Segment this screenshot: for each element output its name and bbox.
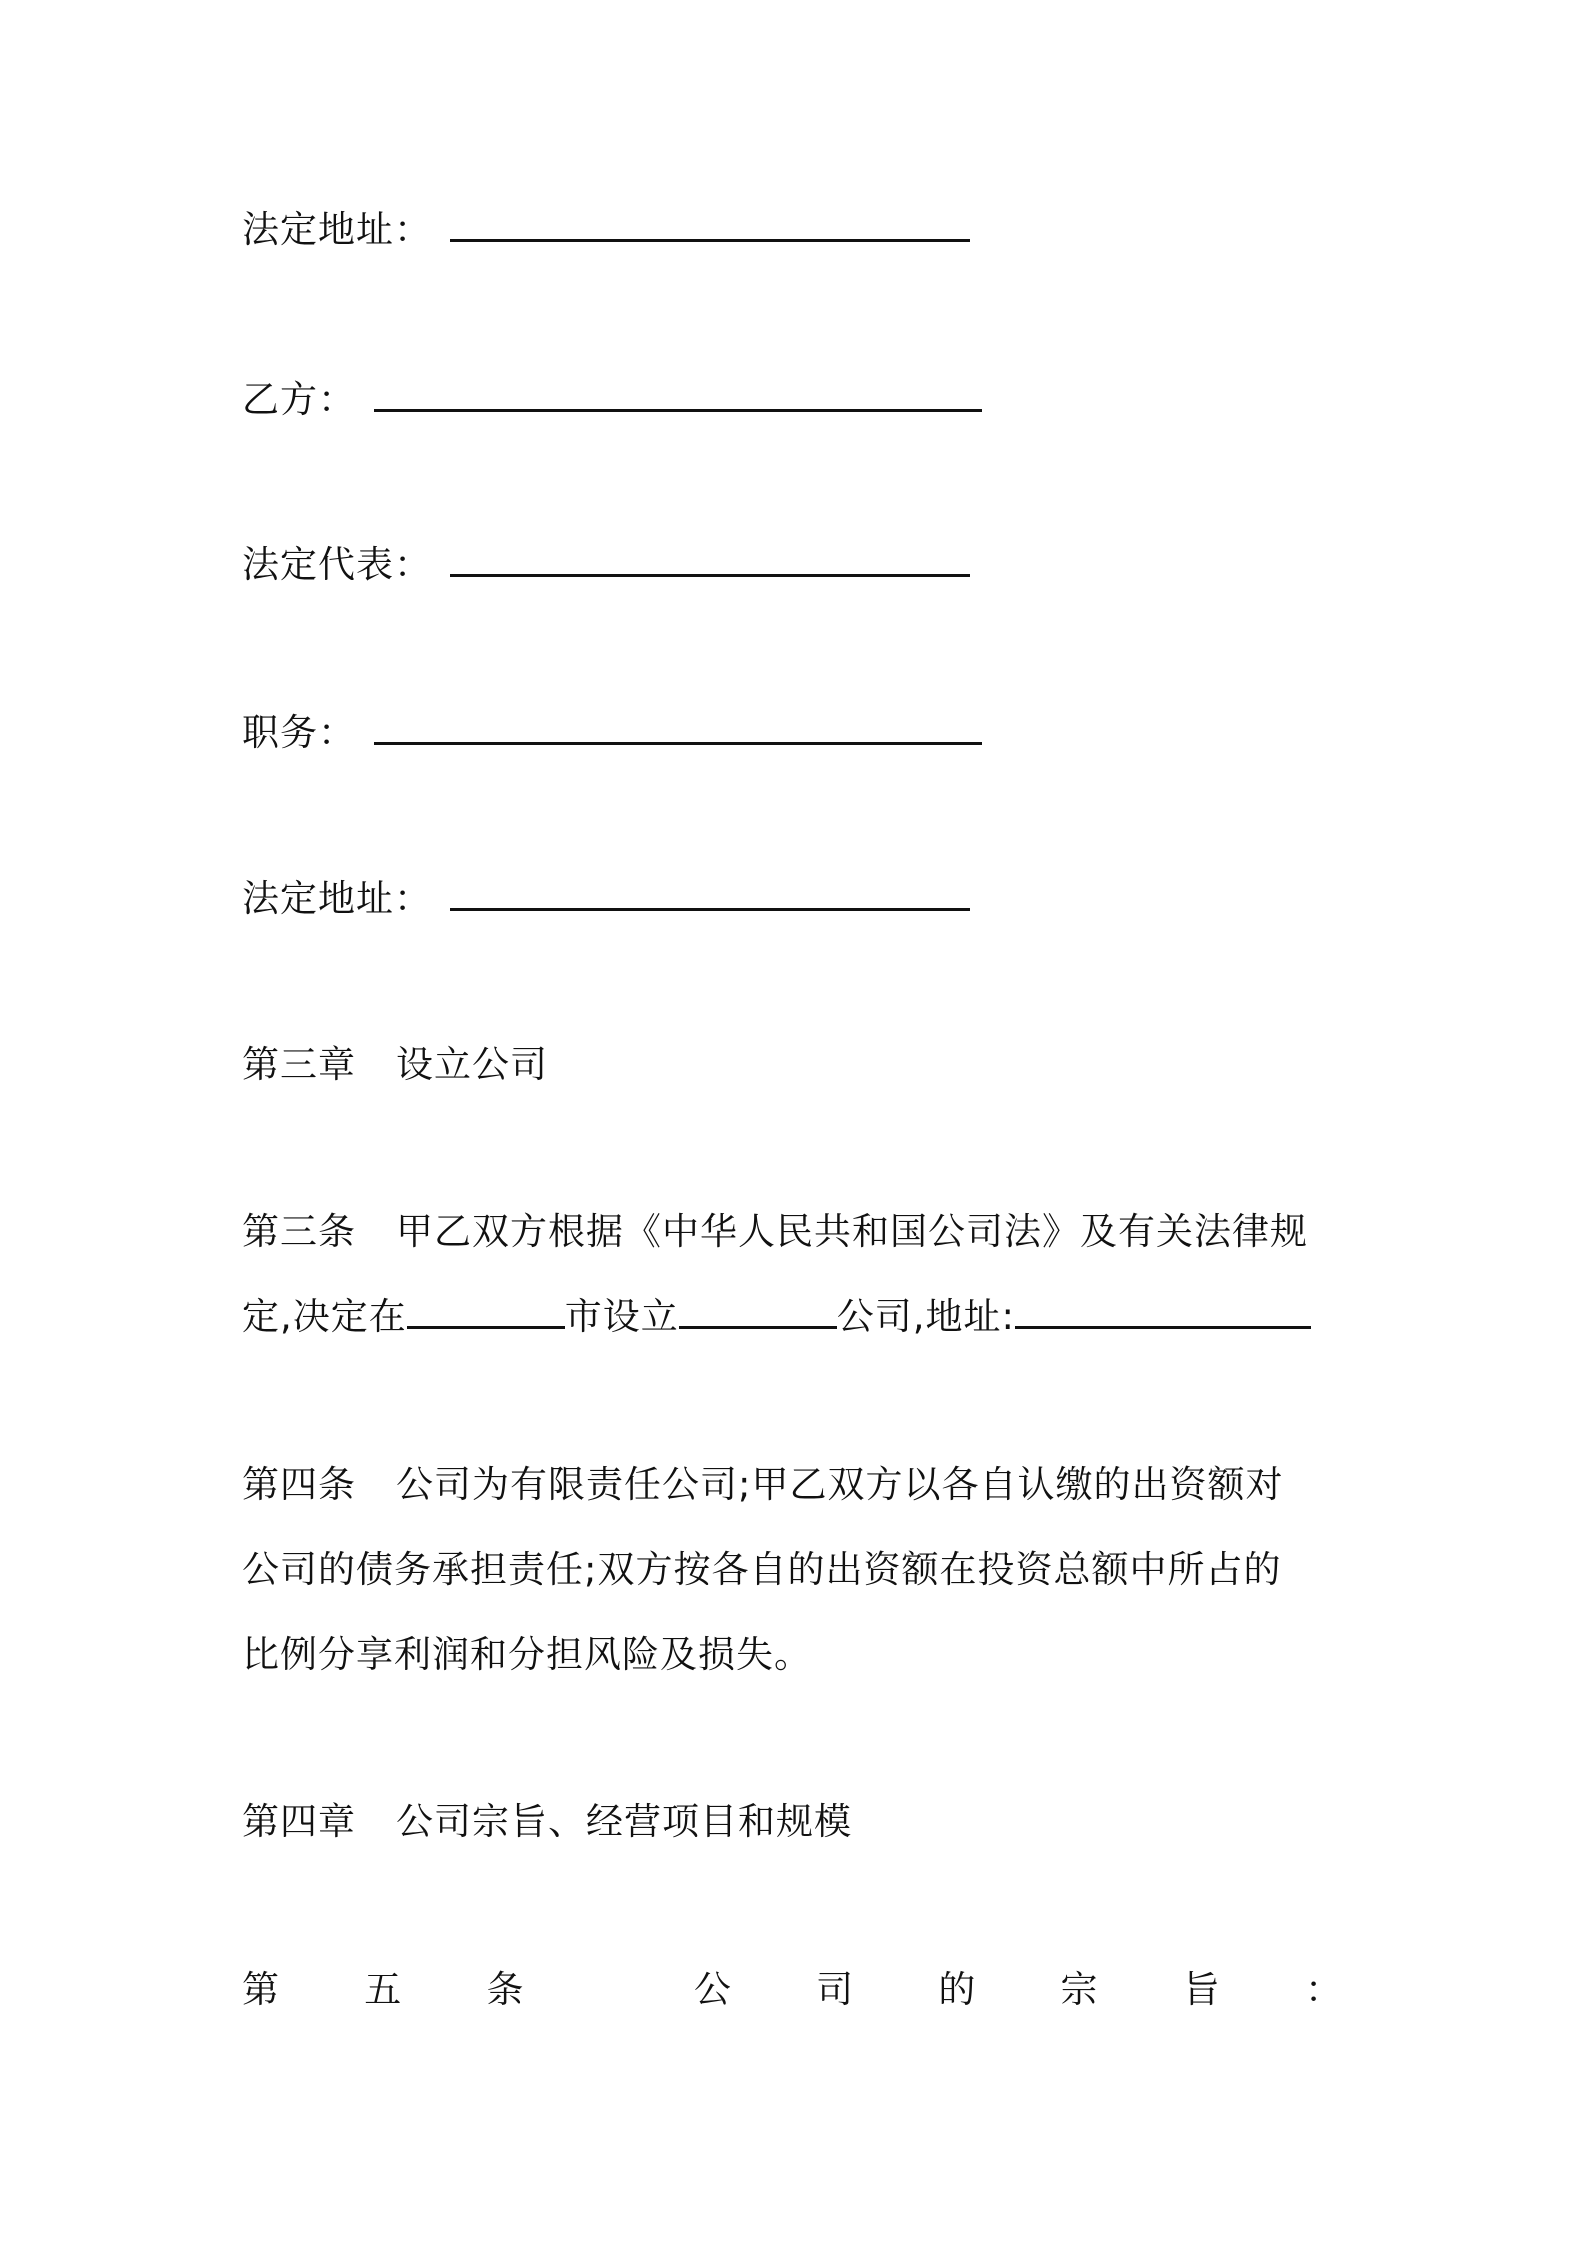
article-text: 公司为有限责任公司;甲乙双方以各自认缴的出资额对: [396, 1463, 1284, 1506]
article-number: 第三条: [242, 1210, 356, 1253]
article-char: 的: [938, 1968, 976, 2011]
article-4-line-1: [242, 1460, 1283, 1510]
article-4-line-3: [242, 1630, 812, 1680]
field-position: [242, 708, 982, 758]
fill-blank: [450, 207, 970, 242]
article-4-line-2: [242, 1545, 1281, 1595]
field-label: 乙方：: [242, 378, 356, 421]
article-number: 第四条: [242, 1463, 356, 1506]
article-text: 比例分享利润和分担风险及损失。: [242, 1633, 812, 1676]
fill-blank: [679, 1294, 837, 1329]
chapter-3-heading: [242, 1040, 548, 1090]
article-char: 旨: [1182, 1968, 1220, 2011]
article-char: 司: [816, 1968, 854, 2011]
chapter-number: 第四章: [242, 1800, 356, 1843]
fill-blank: [374, 377, 982, 412]
chapter-title: 公司宗旨、经营项目和规模: [396, 1800, 852, 1843]
fill-blank: [450, 876, 970, 911]
article-5-line-1: [242, 1965, 1342, 2015]
field-legal-address-1: [242, 205, 970, 255]
field-label: 法定地址：: [242, 208, 432, 251]
article-text: 甲乙双方根据《中华人民共和国公司法》及有关法律规: [396, 1210, 1308, 1253]
article-char: 宗: [1060, 1968, 1098, 2011]
article-3-line-2: [242, 1292, 1311, 1342]
article-text: 市设立: [564, 1295, 679, 1338]
field-legal-address-2: [242, 874, 970, 924]
article-char: 第: [242, 1968, 279, 2011]
article-char: 公: [693, 1968, 731, 2011]
article-text: 公司,地址:: [836, 1295, 1015, 1338]
field-label: 职务：: [242, 711, 356, 754]
article-char: ：: [1304, 1968, 1342, 2011]
chapter-title: 设立公司: [396, 1043, 548, 1086]
fill-blank: [374, 710, 982, 745]
field-label: 法定地址：: [242, 877, 432, 920]
article-text: 定,决定在: [242, 1295, 407, 1338]
article-3-line-1: [242, 1207, 1308, 1257]
field-label: 法定代表：: [242, 543, 432, 586]
article-char: 条: [486, 1968, 524, 2011]
field-party-b: [242, 375, 982, 425]
fill-blank: [1015, 1294, 1311, 1329]
fill-blank: [407, 1294, 565, 1329]
chapter-number: 第三章: [242, 1043, 356, 1086]
field-legal-representative: [242, 540, 970, 590]
article-text: 公司的债务承担责任;双方按各自的出资额在投资总额中所占的: [242, 1548, 1282, 1591]
chapter-4-heading: [242, 1797, 852, 1847]
article-char: 五: [364, 1968, 402, 2011]
fill-blank: [450, 542, 970, 577]
